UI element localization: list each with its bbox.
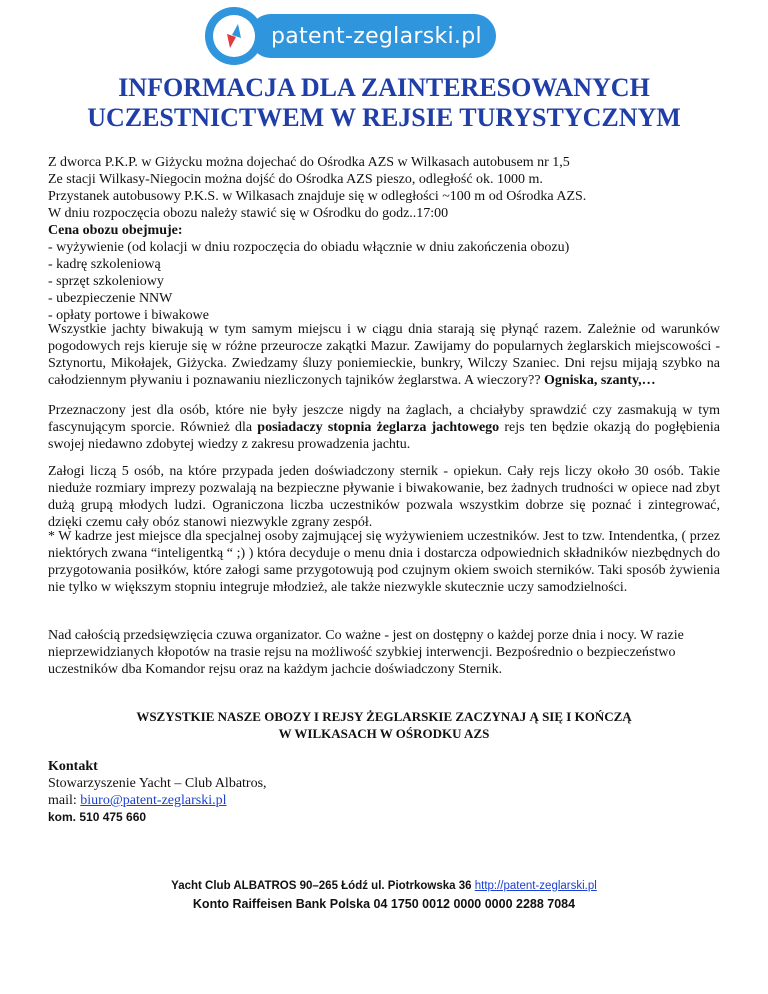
paragraph-bold: posiadaczy stopnia żeglarza jachtowego [257, 420, 500, 435]
footer [48, 878, 720, 912]
paragraph-organizer [48, 627, 720, 678]
paragraph-trip [48, 321, 720, 389]
intro-line: Przystanek autobusowy P.K.S. w Wilkasach znajduje się w odległości ~100 m od Ośrodka AZS. [48, 189, 587, 204]
logo [205, 4, 496, 68]
paragraph-crews [48, 463, 720, 531]
price-item: - kadrę szkoleniową [48, 257, 161, 272]
contact-phone: kom. 510 475 660 [48, 810, 147, 824]
paragraph-bold: Ogniska, szanty,… [544, 373, 656, 388]
paragraph-text: Załogi liczą 5 osób, na które przypada jeden doświadczony sternik - opiekun. Cały rejs liczy około 30 osób. Takie nieduże rozmiary imprezy pozwalają na bezpieczne pływanie i biwakowanie, bez żadnych trudności w opiece nad zbyt dużą grupą młodych ludzi. Ograniczona liczba uczestników pozwala wszystkim dobrze się poznać i zintegrować, dzięki czemu cały obóz stanowi niezwykle zgrany zespół. [48, 464, 720, 530]
intro-line: Ze stacji Wilkasy-Niegocin można dojść do Ośrodka AZS pieszo, odległość ok. 1000 m. [48, 172, 543, 187]
intro-line: W dniu rozpoczęcia obozu należy stawić się w Ośrodku do godz..17:00 [48, 206, 449, 221]
contact-org: Stowarzyszenie Yacht – Club Albatros, [48, 776, 267, 791]
contact-mail-line [48, 792, 720, 809]
footer-bank-account: Konto Raiffeisen Bank Polska 04 1750 0012 0000 0000 2288 7084 [192, 897, 576, 911]
paragraph-audience [48, 402, 720, 453]
price-item: - wyżywienie (od kolacji w dniu rozpoczęcia do obiadu włącznie w dniu zakończenia obozu) [48, 240, 570, 255]
price-item: - ubezpieczenie NNW [48, 291, 173, 306]
paragraph-text: Wszystkie jachty biwakują w tym samym miejscu i w ciągu dnia starają się płynąć razem. Zależnie od warunków pogodowych rejs kieruje się w różne przeurocze zakątki Mazur. Zawijamy do popularnych żeglarskich miejscowości - Sztynortu, Mikołajek, Giżycka. Zwiedzamy śluzy poniemieckie, bunkry, Wilczy Szaniec. Dni rejsu mijają szybko na całodziennym pływaniu i poznawaniu niezliczonych tajników żeglarstwa. A wieczory?? [48, 322, 720, 388]
compass-icon [205, 7, 263, 65]
email-link[interactable]: biuro@patent-zeglarski.pl [80, 793, 227, 808]
footer-address-line [48, 878, 720, 894]
title-line-1: INFORMACJA DLA ZAINTERESOWANYCH [118, 73, 650, 102]
footer-website-link[interactable]: http://patent-zeglarski.pl [474, 880, 597, 892]
price-item: - opłaty portowe i biwakowe [48, 308, 209, 323]
contact-heading: Kontakt [48, 759, 98, 774]
notice [48, 708, 720, 742]
price-heading: Cena obozu obejmuje: [48, 223, 183, 238]
paragraph-catering [48, 528, 720, 596]
paragraph-text: * W kadrze jest miejsce dla specjalnej osoby zajmującej się wyżywieniem uczestników. Jest to tzw. Intendentka, ( przez niektórych zwana “inteligentką “ ;) ) która decyduje o menu dnia i dostarcza odpowiednich składników niezbędnych do przygotowania posiłków, które załogi same przygotowują pod czujnym okiem swoich sterników. Taki sposób żywienia nie tylko w większym stopniu integruje młodzież, ale także niezwykle skutecznie uczy samodzielności. [48, 529, 720, 595]
paragraph-text: rejs ten będzie okazją do pogłębienia swojej niedawno zdobytej wiedzy z zakresu prowadzenia jachtu. [48, 420, 720, 452]
paragraph-text: Nad całością przedsięwzięcia czuwa organizator. Co ważne - jest on dostępny o każdej porze dnia i nocy. W razie nieprzewidzianych kłopotów na trasie rejsu na możliwość szybkiej interwencji. Bezpośrednio o bezpieczeństwo uczestników dba Komandor rejsu oraz na każdym jachcie doświadczony Sternik. [48, 628, 684, 677]
notice-line-1: WSZYSTKIE NASZE OBOZY I REJSY ŻEGLARSKIE ZACZYNAJ Ą SIĘ I KOŃCZĄ [136, 709, 632, 724]
contact-section [48, 758, 720, 826]
logo-text: patent-zeglarski.pl [249, 14, 496, 58]
mail-label: mail: [48, 793, 81, 808]
paragraph-text: Przeznaczony jest dla osób, które nie były jeszcze nigdy na żaglach, a chciałyby sprawdzić czy zasmakują w tym fascynującym sporcie. Również dla [48, 403, 720, 435]
page-title [0, 73, 768, 133]
intro-line: Z dworca P.K.P. w Giżycku można dojechać do Ośrodka AZS w Wilkasach autobusem nr 1,5 [48, 155, 570, 170]
notice-line-2: W WILKASACH W OŚRODKU AZS [278, 726, 490, 741]
title-line-2: UCZESTNICTWEM W REJSIE TURYSTYCZNYM [87, 103, 681, 132]
footer-address: Yacht Club ALBATROS 90–265 Łódź ul. Piotrkowska 36 [171, 880, 475, 892]
price-item: - sprzęt szkoleniowy [48, 274, 164, 289]
intro-section [48, 154, 720, 324]
